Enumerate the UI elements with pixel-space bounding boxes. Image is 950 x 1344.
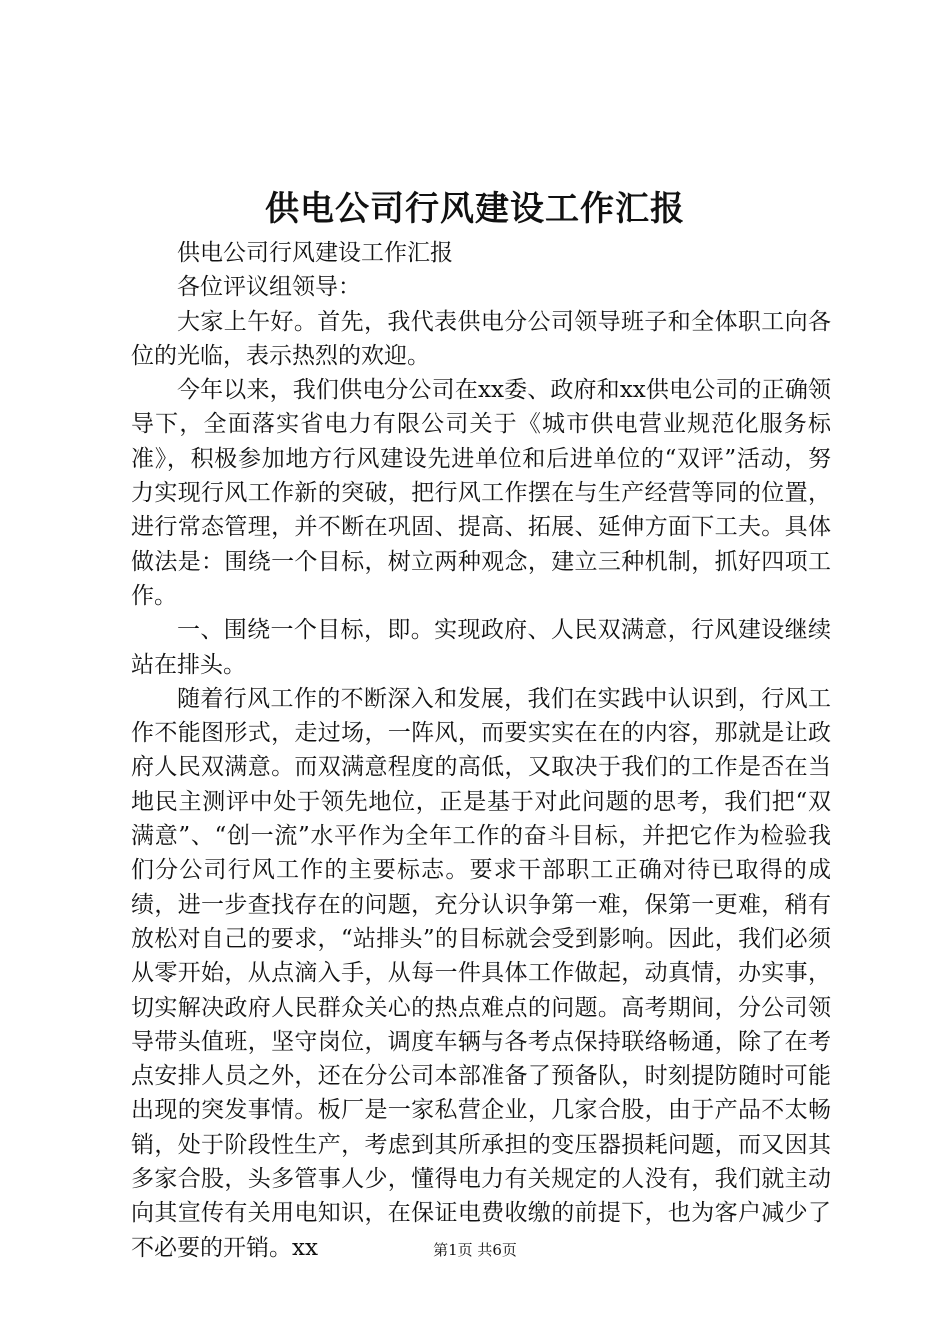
paragraph-greeting: 大家上午好。首先，我代表供电分公司领导班子和全体职工向各位的光临，表示热烈的欢迎。 [131,308,831,369]
page-footer: 第1页 共6页 [433,1241,517,1259]
paragraph-section-one-heading: 一、围绕一个目标，即。实现政府、人民双满意，行风建设继续站在排头。 [131,617,831,678]
paragraph-overview: 今年以来，我们供电分公司在xx委、政府和xx供电公司的正确领导下，全面落实省电力有限公司关于《城市供电营业规范化服务标准》，积极参加地方行风建设先进单位和后进单位的“双评”活动，努力实现行风工作新的突破，把行风工作摆在与生产经营等同的位置，进行常态管理，并不断在巩固、提高、拓展、延伸方面下工夫。具体做法是：围绕一个目标，树立两种观念，建立三种机制，抓好四项工作。 [131,377,831,609]
document-title: 供电公司行风建设工作汇报 [265,189,685,229]
paragraph-section-one-body: 随着行风工作的不断深入和发展，我们在实践中认识到，行风工作不能图形式，走过场，一阵风，而要实实在在的内容，那就是让政府人民双满意。而双满意程度的高低，又取决于我们的工作是否在当地民主测评中处于领先地位，正是基于对此问题的思考，我们把“双满意”、“创一流”水平作为全年工作的奋斗目标，并把它作为检验我们分公司行风工作的主要标志。要求干部职工正确对待已取得的成绩，进一步查找存在的问题，充分认识争第一难，保第一更难，稍有放松对自己的要求，“站排头”的目标就会受到影响。因此，我们必须从零开始，从点滴入手，从每一件具体工作做起，动真情，办实事，切实解决政府人民群众关心的热点难点的问题。高考期间，分公司领导带头值班，坚守岗位，调度车辆与各考点保持联络畅通，除了在考点安排人员之外，还在分公司本部准备了预备队，时刻提防随时可能出现的突发事情。板厂是一家私营企业，几家合股，由于产品不太畅销，处于阶段性生产，考虑到其所承担的变压器损耗问题，而又因其多家合股，头多管事人少，懂得电力有关规定的人没有，我们就主动向其宣传有关用电知识，在保证电费收缴的前提下，也为客户减少了不必要的开销。xx [131,685,831,1261]
paragraph-salutation: 各位评议组领导： [177,274,361,301]
paragraph-heading-repeat: 供电公司行风建设工作汇报 [177,240,453,266]
document-body [131,236,831,1265]
